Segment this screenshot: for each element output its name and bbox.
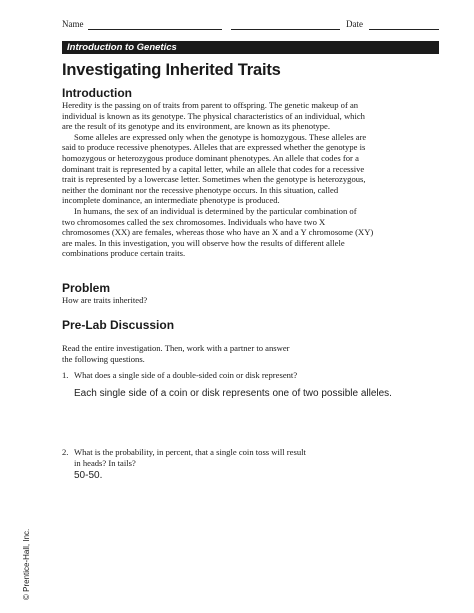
problem-text: How are traits inherited?: [62, 295, 148, 305]
text-line: In humans, the sex of an individual is determined by the particular combination of: [74, 205, 357, 216]
question-1-number: 1.: [62, 370, 69, 380]
problem-heading: Problem: [62, 281, 111, 295]
prelab-heading: Pre-Lab Discussion: [62, 318, 175, 332]
introduction-heading: Introduction: [62, 86, 132, 100]
intro-p3: [62, 206, 442, 259]
text-line: Some alleles are expressed only when the genotype is homozygous. These alleles are: [74, 131, 367, 142]
question-2-number: 2.: [62, 447, 69, 457]
text-line: are the result of its genotype and its environment, are known as its phenotype.: [62, 121, 331, 132]
banner-text: Introduction to Genetics: [67, 42, 177, 53]
question-2-text: [74, 447, 306, 468]
text-line: two chromosomes called the sex chromosomes. Individuals who have two X: [62, 216, 326, 227]
text-line: combinations produce certain traits.: [62, 248, 186, 259]
intro-p1: [62, 100, 442, 132]
text-line: said to produce recessive phenotypes. Alleles that are expressed whether the genotype is: [62, 142, 366, 153]
question-1-text: What does a single side of a double-sided coin or disk represent?: [74, 370, 298, 380]
text-line: neither the dominant nor the recessive phenotype occurs. In this situation, called: [62, 184, 339, 195]
text-line: What is the probability, in percent, that a single coin toss will result: [74, 447, 306, 457]
text-line: dominant trait is represented by a capital letter, while an allele that codes for a recessive: [62, 163, 365, 174]
page-title: Investigating Inherited Traits: [62, 61, 281, 79]
intro-p2: [62, 132, 442, 206]
text-line: are males. In this investigation, you will observe how the results of different allele: [62, 237, 345, 248]
date-field[interactable]: [369, 29, 439, 30]
answer-2[interactable]: 50-50.: [74, 470, 103, 481]
date-label: Date: [346, 19, 363, 29]
text-line: individual is known as its genotype. The physical characteristics of an individual, which: [62, 110, 365, 121]
text-line: Read the entire investigation. Then, work with a partner to answer: [62, 343, 290, 353]
text-line: in heads? In tails?: [74, 457, 136, 468]
text-line: trait is represented by a lowercase letter. Sometimes when the genotype is heterozygous,: [62, 174, 366, 185]
text-line: chromosomes (XX) are females, whereas those who have an X and a Y chromosome (XY): [62, 227, 374, 238]
name-field[interactable]: [88, 29, 222, 30]
answer-1[interactable]: Each single side of a coin or disk represents one of two possible alleles.: [74, 388, 392, 399]
copyright-notice: © Prentice-Hall, Inc.: [22, 528, 31, 600]
text-line: the following questions.: [62, 353, 145, 364]
text-line: homozygous or heterozygous produce dominant phenotypes. An allele that codes for a: [62, 152, 359, 163]
text-line: incomplete dominance, an intermediate phenotype is produced.: [62, 195, 280, 206]
introduction-body: [62, 100, 442, 259]
class-field[interactable]: [231, 29, 340, 30]
text-line: Heredity is the passing on of traits from parent to offspring. The genetic makeup of an: [62, 100, 359, 110]
name-label: Name: [62, 19, 84, 29]
prelab-intro: [62, 343, 442, 364]
section-banner: [62, 41, 439, 54]
